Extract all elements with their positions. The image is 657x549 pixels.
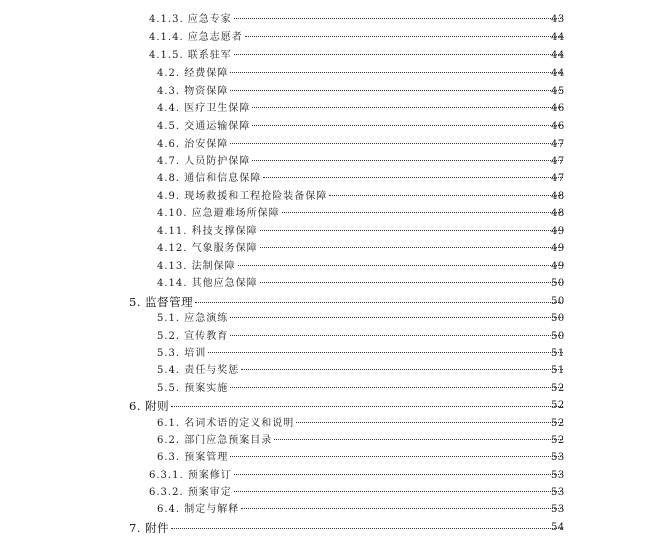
page-number: 44 [551, 50, 565, 61]
entry-label: 4.13. 法制保障 [157, 261, 236, 272]
dot-leader [195, 301, 563, 303]
dot-leader [252, 159, 563, 161]
entry-label: 7. 附件 [129, 521, 170, 535]
dot-leader [263, 176, 563, 178]
page-number: 44 [551, 68, 565, 79]
page-number: 47 [551, 156, 565, 167]
page-number: 53 [551, 470, 565, 481]
dot-leader [234, 17, 563, 19]
dot-leader [296, 421, 563, 423]
page-number: 53 [551, 487, 565, 498]
toc-entry-5-3[interactable] [0, 345, 657, 363]
dot-leader [238, 264, 563, 266]
entry-label: 6.3.1. 预案修订 [149, 470, 232, 481]
entry-label: 4.4. 医疗卫生保障 [157, 103, 251, 114]
toc-entry-6-2[interactable] [0, 432, 657, 450]
page-number: 48 [551, 191, 565, 202]
dot-leader [230, 142, 563, 144]
entry-label: 4.10. 应急避难场所保障 [157, 208, 280, 219]
page-number: 50 [551, 278, 565, 289]
toc-entry-4-10[interactable] [0, 205, 657, 223]
page-number: 46 [551, 103, 565, 114]
page-number: 47 [551, 139, 565, 150]
page-number: 45 [551, 86, 565, 97]
dot-leader [234, 473, 563, 475]
toc-entry-6[interactable] [0, 397, 657, 415]
dot-leader [260, 281, 563, 283]
toc-entry-4-1-5[interactable] [0, 47, 657, 65]
toc-entry-4-12[interactable] [0, 240, 657, 258]
page-number: 49 [551, 226, 565, 237]
toc-entry-5-1[interactable] [0, 310, 657, 328]
entry-label: 5.5. 预案实施 [157, 383, 229, 394]
dot-leader [260, 229, 563, 231]
toc-entry-5[interactable] [0, 293, 657, 311]
toc-entry-6-3-2[interactable] [0, 484, 657, 502]
entry-label: 4.6. 治安保障 [157, 139, 229, 150]
page-number: 46 [551, 121, 565, 132]
toc-entry-5-2[interactable] [0, 328, 657, 346]
entry-label: 5.1. 应急演练 [157, 313, 229, 324]
toc-entry-4-8[interactable] [0, 170, 657, 188]
entry-label: 4.9. 现场救援和工程抢险装备保障 [157, 191, 328, 202]
page-number: 53 [551, 452, 565, 463]
page-number: 52 [551, 418, 565, 429]
dot-leader [171, 405, 563, 407]
entry-label: 4.1.3. 应急专家 [149, 14, 232, 25]
entry-label: 4.5. 交通运输保障 [157, 121, 251, 132]
toc-entry-4-6[interactable] [0, 136, 657, 154]
toc-entry-4-3[interactable] [0, 83, 657, 101]
entry-label: 6.2. 部门应急预案目录 [157, 435, 273, 446]
toc-entry-6-4[interactable] [0, 501, 657, 519]
dot-leader [230, 334, 563, 336]
page-number: 48 [551, 208, 565, 219]
dot-leader [241, 368, 563, 370]
entry-label: 4.2. 经费保障 [157, 68, 229, 79]
page-number: 50 [551, 296, 565, 307]
entry-label: 6.1. 名词术语的定义和说明 [157, 418, 295, 429]
toc-entry-4-9[interactable] [0, 188, 657, 206]
page-number: 51 [551, 348, 565, 359]
toc-entry-4-2[interactable] [0, 65, 657, 83]
page-number: 50 [551, 331, 565, 342]
toc-entry-7[interactable] [0, 519, 657, 537]
entry-label: 5.3. 培训 [157, 348, 207, 359]
entry-label: 4.8. 通信和信息保障 [157, 173, 262, 184]
page-number: 47 [551, 173, 565, 184]
dot-leader [230, 455, 563, 457]
entry-label: 5. 监督管理 [129, 295, 194, 309]
dot-leader [252, 106, 563, 108]
toc-entry-6-3[interactable] [0, 449, 657, 467]
dot-leader [252, 124, 563, 126]
entry-label: 4.1.5. 联系驻军 [149, 50, 232, 61]
dot-leader [230, 89, 563, 91]
entry-label: 5.4. 责任与奖惩 [157, 365, 240, 376]
dot-leader [208, 351, 563, 353]
toc-entry-4-13[interactable] [0, 258, 657, 276]
entry-label: 4.3. 物资保障 [157, 86, 229, 97]
entry-label: 6.3.2. 预案审定 [149, 487, 232, 498]
entry-label: 4.7. 人员防护保障 [157, 156, 251, 167]
entry-label: 4.12. 气象服务保障 [157, 243, 258, 254]
entry-label: 5.2. 宣传教育 [157, 331, 229, 342]
page-number: 44 [551, 32, 565, 43]
dot-leader [241, 507, 563, 509]
dot-leader [230, 71, 563, 73]
dot-leader [274, 438, 563, 440]
toc-entry-4-7[interactable] [0, 153, 657, 171]
dot-leader [282, 211, 563, 213]
dot-leader [230, 316, 563, 318]
toc-entry-4-5[interactable] [0, 118, 657, 136]
dot-leader [171, 527, 563, 529]
toc-entry-4-4[interactable] [0, 100, 657, 118]
page-number: 49 [551, 261, 565, 272]
page-number: 43 [551, 14, 565, 25]
entry-label: 4.1.4. 应急志愿者 [149, 32, 243, 43]
entry-label: 6.3. 预案管理 [157, 452, 229, 463]
toc-entry-4-14[interactable] [0, 275, 657, 293]
toc-entry-6-1[interactable] [0, 415, 657, 433]
dot-leader [260, 246, 563, 248]
dot-leader [234, 53, 563, 55]
entry-label: 6.4. 制定与解释 [157, 504, 240, 515]
entry-label: 4.14. 其他应急保障 [157, 278, 258, 289]
page-number: 52 [551, 383, 565, 394]
page-number: 53 [551, 504, 565, 515]
toc-entry-4-1-3[interactable] [0, 11, 657, 29]
entry-label: 4.11. 科技支撑保障 [157, 226, 258, 237]
dot-leader [234, 490, 563, 492]
toc-entry-4-1-4[interactable] [0, 29, 657, 47]
dot-leader [329, 194, 563, 196]
page-number: 51 [551, 365, 565, 376]
toc-entry-4-11[interactable] [0, 223, 657, 241]
toc-entry-5-4[interactable] [0, 362, 657, 380]
page-number: 52 [551, 400, 565, 411]
page-number: 52 [551, 435, 565, 446]
page-number: 54 [551, 522, 565, 533]
entry-label: 6. 附则 [129, 399, 170, 413]
toc-entry-6-3-1[interactable] [0, 467, 657, 485]
dot-leader [230, 386, 563, 388]
dot-leader [245, 35, 563, 37]
toc-entry-5-5[interactable] [0, 380, 657, 398]
page-number: 49 [551, 243, 565, 254]
page-number: 50 [551, 313, 565, 324]
